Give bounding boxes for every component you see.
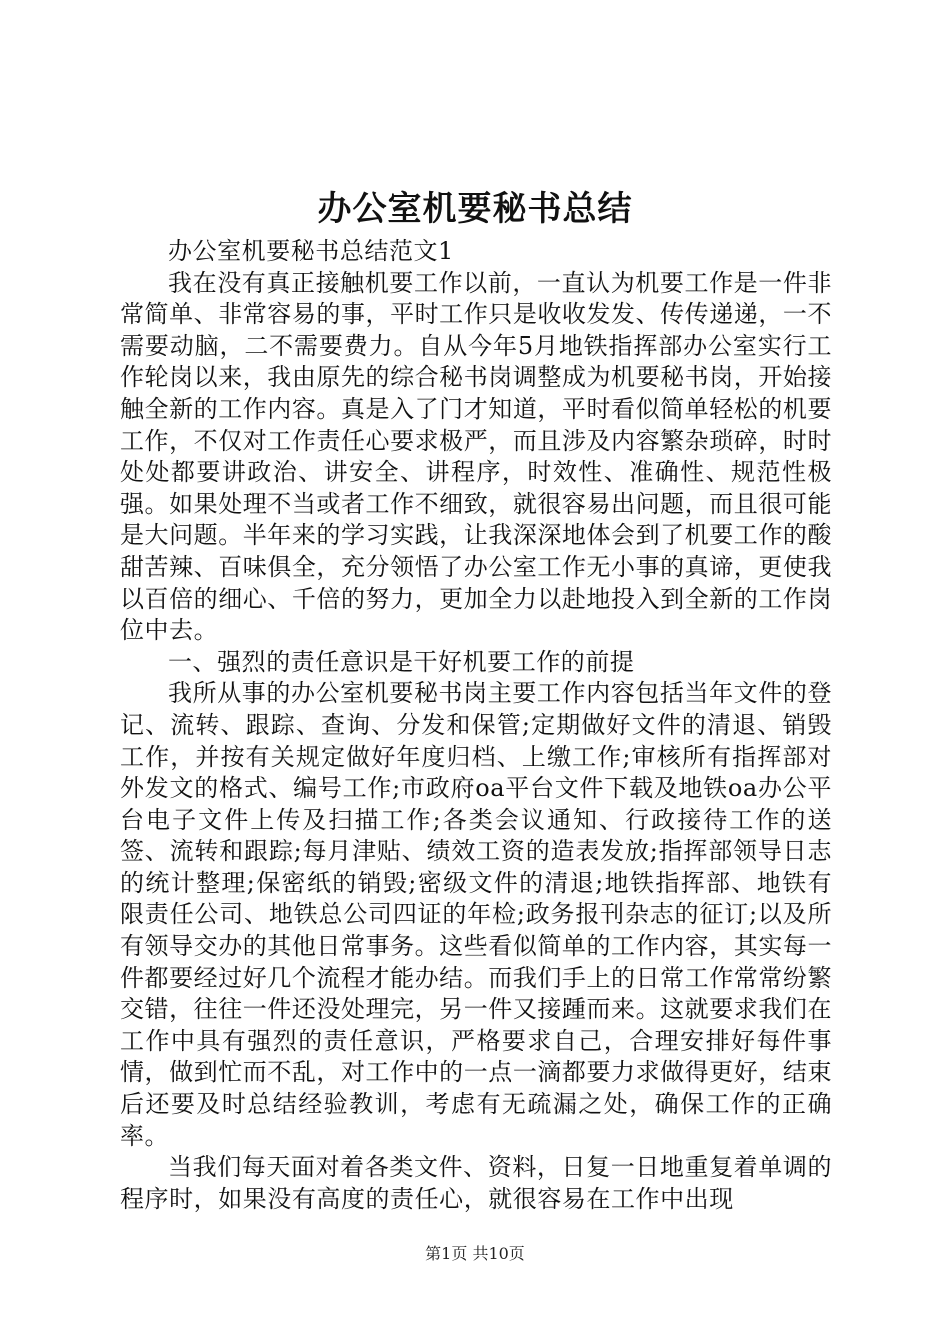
document-title: 办公室机要秘书总结 bbox=[317, 189, 633, 229]
page-number-footer: 第1页 共10页 bbox=[425, 1244, 525, 1263]
subtitle-line: 办公室机要秘书总结范文1 bbox=[168, 237, 454, 265]
body-paragraph: 我所从事的办公室机要秘书岗主要工作内容包括当年文件的登记、流转、跟踪、查询、分发和保管;定期做好文件的清退、销毁工作，并按有关规定做好年度归档、上缴工作;审核所有指挥部对外发文的格式、编号工作;市政府oa平台文件下载及地铁oa办公平台电子文件上传及扫描工作;各类会议通知、行政接待工作的送签、流转和跟踪;每月津贴、绩效工资的造表发放;指挥部领导日志的统计整理;保密纸的销毁;密级文件的清退;地铁指挥部、地铁有限责任公司、地铁总公司四证的年检;政务报刊杂志的征订;以及所有领导交办的其他日常事务。这些看似简单的工作内容，其实每一件都要经过好几个流程才能办结。而我们手上的日常工作常常纷繁交错，往往一件还没处理完，另一件又接踵而来。这就要求我们在工作中具有强烈的责任意识，严格要求自己，合理安排好每件事情，做到忙而不乱，对工作中的一点一滴都要力求做得更好，结束后还要及时总结经验教训，考虑有无疏漏之处，确保工作的正确率。 bbox=[120, 679, 832, 1150]
section-heading: 一、强烈的责任意识是干好机要工作的前提 bbox=[168, 647, 635, 676]
document-body bbox=[120, 236, 832, 1215]
body-paragraph: 当我们每天面对着各类文件、资料，日复一日地重复着单调的程序时，如果没有高度的责任心，就很容易在工作中出现 bbox=[120, 1153, 832, 1213]
body-paragraph: 我在没有真正接触机要工作以前，一直认为机要工作是一件非常简单、非常容易的事，平时工作只是收收发发、传传递递，一不需要动脑，二不需要费力。自从今年5月地铁指挥部办公室实行工作轮岗以来，我由原先的综合秘书岗调整成为机要秘书岗，开始接触全新的工作内容。真是入了门才知道，平时看似简单轻松的机要工作，不仅对工作责任心要求极严，而且涉及内容繁杂琐碎，时时处处都要讲政治、讲安全、讲程序，时效性、准确性、规范性极强。如果处理不当或者工作不细致，就很容易出问题，而且很可能是大问题。半年来的学习实践，让我深深地体会到了机要工作的酸甜苦辣、百味俱全，充分领悟了办公室工作无小事的真谛，更使我以百倍的细心、千倍的努力，更加全力以赴地投入到全新的工作岗位中去。 bbox=[120, 268, 832, 645]
